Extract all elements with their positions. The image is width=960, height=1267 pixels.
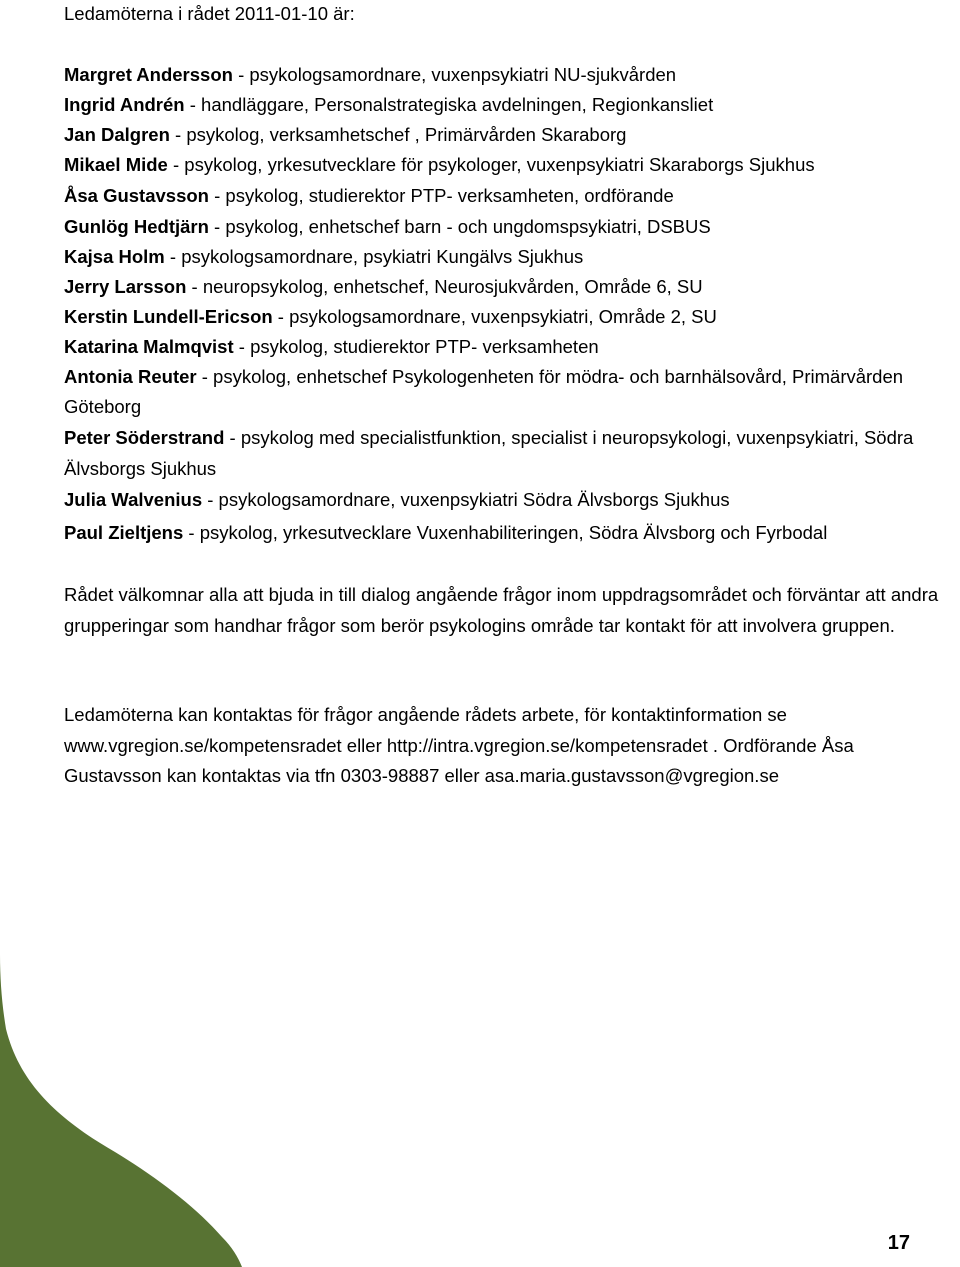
member-name: Paul Zieltjens xyxy=(64,522,184,543)
member-entry xyxy=(64,60,954,90)
member-role: - psykologsamordnare, vuxenpsykiatri NU-sjukvården xyxy=(232,64,677,85)
member-role: - psykolog med specialistfunktion, specialist i neuropsykologi, vuxenpsykiatri, Södra Älvsborgs Sjukhus xyxy=(64,427,914,479)
member-entry xyxy=(64,150,954,180)
contact-paragraph: Ledamöterna kan kontaktas för frågor angående rådets arbete, för kontaktinformation se www.vgregion.se/kompetensradet eller http://intra.vgregion.se/kompetensradet . Ordförande Åsa Gustavsson kan kontaktas via tfn 0303-98887 eller asa.maria.gustavsson@vgregion.se xyxy=(64,704,854,786)
member-entry xyxy=(64,211,954,242)
member-entry xyxy=(64,362,954,422)
member-entry xyxy=(64,332,954,362)
member-entry xyxy=(64,120,954,150)
member-name: Gunlög Hedtjärn xyxy=(64,216,209,237)
member-name: Kerstin Lundell-Ericson xyxy=(64,306,273,327)
member-role: - psykolog, yrkesutvecklare för psykologer, vuxenpsykiatri Skaraborgs Sjukhus xyxy=(167,154,815,175)
member-name: Ingrid Andrén xyxy=(64,94,185,115)
member-name: Jerry Larsson xyxy=(64,276,187,297)
member-list xyxy=(64,60,954,549)
member-role: - psykolog, studierektor PTP- verksamheten xyxy=(233,336,599,357)
member-name: Julia Walvenius xyxy=(64,489,203,510)
member-name: Mikael Mide xyxy=(64,154,168,175)
member-role: - psykolog, yrkesutvecklare Vuxenhabiliteringen, Södra Älvsborg och Fyrbodal xyxy=(183,522,828,543)
member-name: Margret Andersson xyxy=(64,64,233,85)
member-name: Peter Söderstrand xyxy=(64,427,225,448)
member-entry xyxy=(64,272,954,302)
member-entry xyxy=(64,484,954,516)
member-role: - psykologsamordnare, vuxenpsykiatri Södra Älvsborgs Sjukhus xyxy=(202,489,730,510)
member-role: - psykolog, verksamhetschef , Primärvården Skaraborg xyxy=(169,124,627,145)
member-entry xyxy=(64,180,954,211)
member-name: Kajsa Holm xyxy=(64,246,165,267)
member-name: Antonia Reuter xyxy=(64,366,197,387)
green-leaf-logo xyxy=(0,955,260,1267)
intro-heading: Ledamöterna i rådet 2011-01-10 är: xyxy=(64,3,355,24)
member-role: - neuropsykolog, enhetschef, Neurosjukvården, Område 6, SU xyxy=(186,276,703,297)
member-entry xyxy=(64,516,954,549)
page-number: 17 xyxy=(887,1232,910,1254)
member-entry xyxy=(64,90,954,120)
member-role: - psykolog, enhetschef barn - och ungdomspsykiatri, DSBUS xyxy=(208,216,711,237)
member-entry xyxy=(64,302,954,332)
member-name: Jan Dalgren xyxy=(64,124,170,145)
member-entry xyxy=(64,242,954,272)
member-role: - psykolog, studierektor PTP- verksamheten, ordförande xyxy=(208,185,674,206)
member-role: - handläggare, Personalstrategiska avdelningen, Regionkansliet xyxy=(184,94,714,115)
leaf-shape xyxy=(0,955,242,1267)
member-entry xyxy=(64,422,954,484)
member-name: Åsa Gustavsson xyxy=(64,185,209,206)
member-role: - psykolog, enhetschef Psykologenheten för mödra- och barnhälsovård, Primärvården Göteborg xyxy=(64,366,904,417)
member-role: - psykologsamordnare, psykiatri Kungälvs Sjukhus xyxy=(164,246,584,267)
welcome-paragraph: Rådet välkomnar alla att bjuda in till dialog angående frågor inom uppdragsområdet och förväntar att andra grupperingar som handhar frågor som berör psykologins område tar kontakt för att involvera gruppen. xyxy=(64,584,939,636)
member-role: - psykologsamordnare, vuxenpsykiatri, Område 2, SU xyxy=(272,306,717,327)
member-name: Katarina Malmqvist xyxy=(64,336,234,357)
